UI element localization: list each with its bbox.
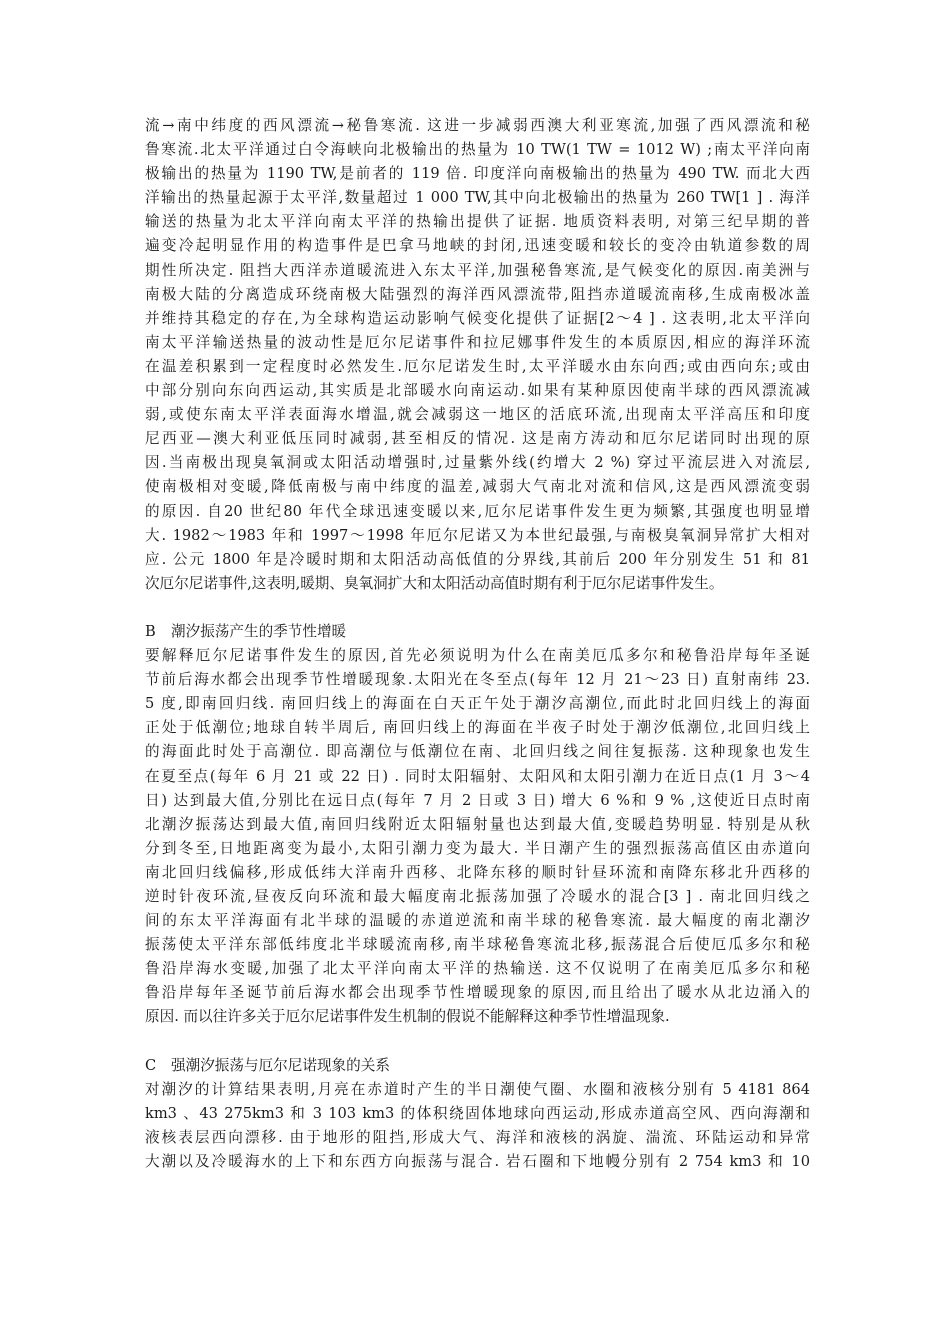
text-line: 北潮汐振荡达到最大值,南回归线附近太阳辐射量也达到最大值,变暖趋势明显. 特别是从秋: [145, 815, 810, 833]
section-c-title: 强潮汐振荡与厄尔尼诺现象的关系: [171, 1056, 390, 1074]
paragraph-1: [145, 114, 810, 596]
text-line: 鲁寒流.北太平洋通过白令海峡向北极输出的热量为 10 TW(1 TW = 1012 W) ;南太平洋向南: [145, 141, 810, 159]
text-line: 次厄尔尼诺事件,这表明,暖期、臭氧洞扩大和太阳活动高值时期有利于厄尔尼诺事件发生。: [145, 574, 724, 592]
section-b-body: [145, 644, 810, 1030]
paragraph-gap: [145, 596, 810, 620]
text-line: 日) 达到最大值,分别比在远日点(每年 7 月 2 日或 3 日) 增大 6 %和 9 % ,这使近日点时南: [145, 791, 810, 809]
text-line: 并维持其稳定的存在,为全球构造运动影响气候变化提供了证据[2～4 ] . 这表明,北太平洋向: [145, 309, 810, 327]
text-line: 原因. 而以往许多关于厄尔尼诺事件发生机制的假说不能解释这种季节性增温现象.: [145, 1008, 670, 1026]
text-line: 的海面此时处于高潮位. 即高潮位与低潮位在南、北回归线之间往复振荡. 这种现象也发生: [145, 743, 810, 761]
text-line: 洋输出的热量起源于太平洋,数量超过 1 000 TW,其中向北极输出的热量为 260 TW[1 ] . 海洋: [145, 189, 810, 207]
text-line: 正处于低潮位;地球自转半周后, 南回归线上的海面在半夜子时处于潮汐低潮位,北回归线上: [145, 719, 810, 737]
section-c-body: [145, 1078, 810, 1174]
text-line: 极输出的热量为 1190 TW,是前者的 119 倍. 印度洋向南极输出的热量为 490 TW. 而北大西: [145, 165, 810, 183]
text-line: 遍变冷起明显作用的构造事件是巴拿马地峡的封闭,迅速变暖和较长的变冷由轨道参数的周: [145, 237, 810, 255]
text-line: 振荡使太平洋东部低纬度北半球暖流南移,南半球秘鲁寒流北移,振荡混合后使厄瓜多尔和秘: [145, 936, 810, 954]
section-b-title: 潮汐振荡产生的季节性增暖: [171, 622, 347, 640]
text-line: 南北回归线偏移,形成低纬大洋南升西移、北降东移的顺时针昼环流和南降东移北升西移的: [145, 863, 810, 881]
paragraph-gap: [145, 1030, 810, 1054]
text-line: km3 、43 275km3 和 3 103 km3 的体积绕固体地球向西运动,形成赤道高空风、西向海潮和: [145, 1104, 810, 1122]
text-line: 对潮汐的计算结果表明,月亮在赤道时产生的半日潮使气圈、水圈和液核分别有 5 4181 864: [145, 1080, 810, 1098]
text-line: 尼西亚—澳大利亚低压同时减弱,甚至相反的情况. 这是南方涛动和厄尔尼诺同时出现的原: [145, 430, 810, 448]
text-line: 期性所决定. 阻挡大西洋赤道暖流进入东太平洋,加强秘鲁寒流,是气候变化的原因.南美洲与: [145, 261, 810, 279]
section-c-heading: [145, 1054, 810, 1078]
text-line: 输送的热量为北太平洋向南太平洋的热输出提供了证据. 地质资料表明, 对第三纪早期的普: [145, 213, 810, 231]
section-c-letter: C: [145, 1056, 157, 1074]
text-line: 中部分别向东向西运动,其实质是北部暖水向南运动.如果有某种原因使南半球的西风漂流减: [145, 382, 810, 400]
text-line: 要解释厄尔尼诺事件发生的原因,首先必须说明为什么在南美厄瓜多尔和秘鲁沿岸每年圣诞: [145, 647, 810, 665]
text-line: 节前后海水都会出现季节性增暖现象.太阳光在冬至点(每年 12 月 21～23 日) 直射南纬 23.: [145, 671, 810, 689]
text-line: 鲁沿岸每年圣诞节前后海水都会出现季节性增暖现象的原因,而且给出了暖水从北边涌入的: [145, 984, 810, 1002]
text-line: 大潮以及冷暖海水的上下和东西方向振荡与混合. 岩石圈和下地幔分别有 2 754 km3 和 10: [145, 1153, 810, 1171]
text-line: 使南极相对变暖,降低南极与南中纬度的温差,减弱大气南北对流和信风,这是西风漂流变弱: [145, 478, 810, 496]
text-line: 在夏至点(每年 6 月 21 或 22 日) . 同时太阳辐射、太阳风和太阳引潮力在近日点(1 月 3～4: [145, 767, 810, 785]
text-line: 分到冬至,日地距离变为最小,太阳引潮力变为最大. 半日潮产生的强烈振荡高值区由赤道向: [145, 839, 810, 857]
text-line: 鲁沿岸海水变暖,加强了北太平洋向南太平洋的热输送. 这不仅说明了在南美厄瓜多尔和秘: [145, 960, 810, 978]
text-line: 南太平洋输送热量的波动性是厄尔尼诺事件和拉尼娜事件发生的本质原因,相应的海洋环流: [145, 333, 810, 351]
text-line: 的原因. 自20 世纪80 年代全球迅速变暖以来,厄尔尼诺事件发生更为频繁,其强度也明显增: [145, 502, 810, 520]
text-line: 大. 1982～1983 年和 1997～1998 年厄尔尼诺又为本世纪最强,与南极臭氧洞异常扩大相对: [145, 526, 810, 544]
text-line: 南极大陆的分离造成环绕南极大陆强烈的海洋西风漂流带,阻挡赤道暖流南移,生成南极冰盖: [145, 285, 810, 303]
text-line: 弱,或使东南太平洋表面海水增温,就会减弱这一地区的活底环流,出现南太平洋高压和印度: [145, 406, 810, 424]
section-b-letter: B: [145, 622, 156, 640]
text-line: 间的东太平洋海面有北半球的温暖的赤道逆流和南半球的秘鲁寒流. 最大幅度的南北潮汐: [145, 912, 810, 930]
text-line: 应. 公元 1800 年是冷暖时期和太阳活动高低值的分界线,其前后 200 年分别发生 51 和 81: [145, 550, 810, 568]
text-line: 流→南中纬度的西风漂流→秘鲁寒流. 这进一步减弱西澳大利亚寒流,加强了西风漂流和秘: [145, 117, 810, 134]
text-line: 逆时针夜环流,昼夜反向环流和最大幅度南北振荡加强了冷暖水的混合[3 ] . 南北回归线之: [145, 888, 810, 905]
text-line: 液核表层西向漂移. 由于地形的阻挡,形成大气、海洋和液核的涡旋、湍流、环陆运动和异常: [145, 1128, 810, 1146]
section-b-heading: [145, 620, 810, 644]
text-line: 在温差积累到一定程度时必然发生.厄尔尼诺发生时,太平洋暖水由东向西;或由西向东;或由: [145, 357, 810, 375]
text-line: 因.当南极出现臭氧洞或太阳活动增强时,过量紫外线(约增大 2 %) 穿过平流层进入对流层,: [145, 454, 810, 472]
text-line: 5 度,即南回归线. 南回归线上的海面在白天正午处于潮汐高潮位,而此时北回归线上的海面: [145, 695, 810, 713]
document-page: [145, 114, 810, 1174]
